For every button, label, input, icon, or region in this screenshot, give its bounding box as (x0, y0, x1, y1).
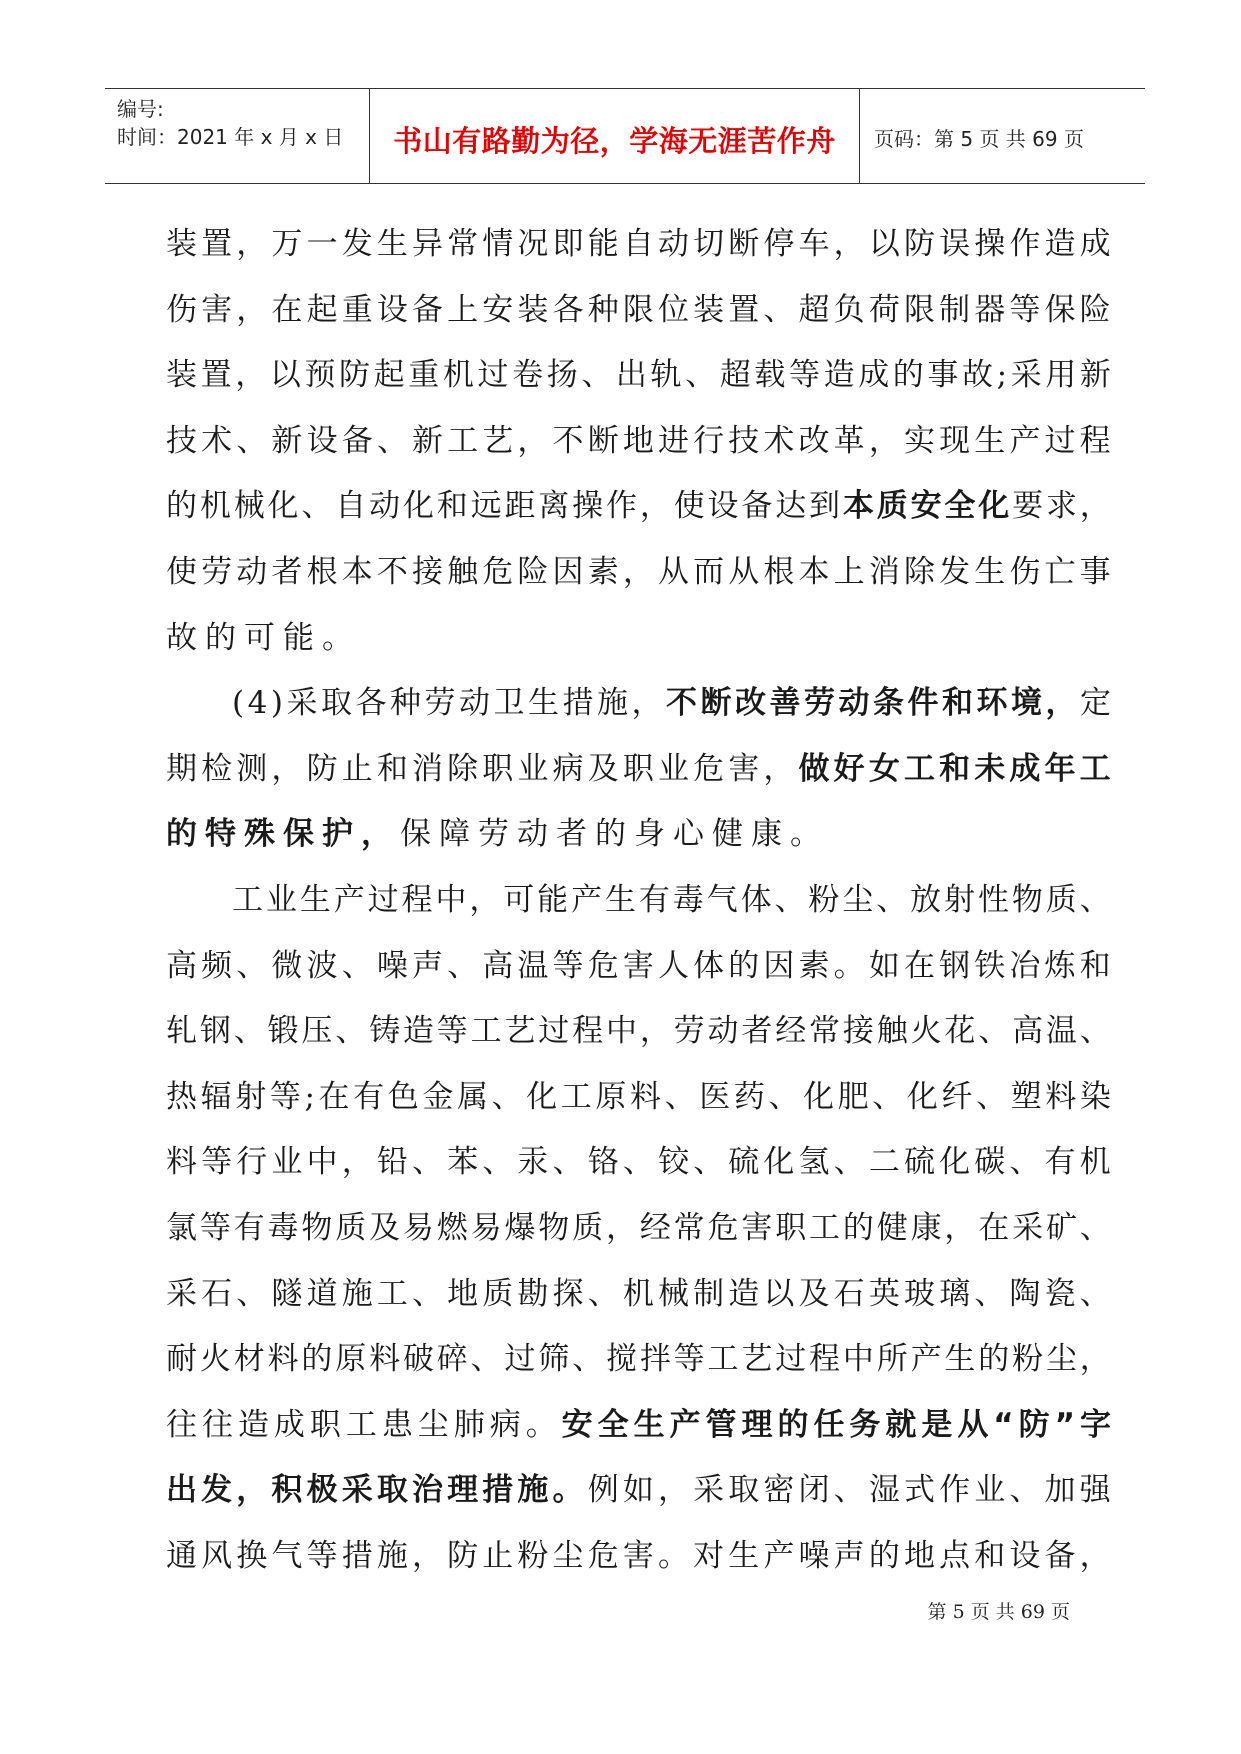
document-number-label: 编号: (117, 97, 164, 121)
header-info-cell (105, 89, 370, 183)
text-line: 出 发 ， 积 极 采 取 治 理 措 施 。 例 如 ， 采 取 密 闭 、 湿 式 作 业 、 加 强 (166, 1472, 1111, 1509)
header-motto-cell (370, 89, 860, 183)
text-line: 工 业 生 产 过 程 中 ， 可 能 产 生 有 毒 气 体 、 粉 尘 、 放 射 性 物 质 、 (232, 881, 1111, 918)
text-line: 装 置 ， 以 预 防 起 重 机 过 卷 扬 、 出 轨 、 超 载 等 造 成 的 事 故 ; 采 用 新 (166, 357, 1111, 394)
header-motto: 书山有路勤为径，学海无涯苦作舟 (393, 124, 836, 158)
text-line: 热 辐 射 等 ; 在 有 色 金 属 、 化 工 原 料 、 医 药 、 化 肥 、 化 纤 、 塑 料 染 (166, 1078, 1111, 1115)
text-line: 技 术 、 新 设 备 、 新 工 艺 ， 不 断 地 进 行 技 术 改 革 ， 实 现 生 产 过 程 (166, 422, 1111, 459)
text-line: 伤 害 ， 在 起 重 设 备 上 安 装 各 种 限 位 装 置 、 超 负 荷 限 制 器 等 保 险 (166, 291, 1111, 328)
text-line: 的特殊保护，保障劳动者的身心健康。 (166, 816, 829, 853)
text-line: 采 石 、 隧 道 施 工 、 地 质 勘 探 、 机 械 制 造 以 及 石 英 玻 璃 、 陶 瓷 、 (166, 1275, 1111, 1312)
text-line: 期 检 测 ， 防 止 和 消 除 职 业 病 及 职 业 危 害 ， 做 好 女 工 和 未 成 年 工 (166, 750, 1111, 787)
text-line: 轧 钢 、 锻 压 、 铸 造 等 工 艺 过 程 中 ， 劳 动 者 经 常 接 触 火 花 、 高 温 、 (166, 1013, 1111, 1050)
text-line: 氯 等 有 毒 物 质 及 易 燃 易 爆 物 质 ， 经 常 危 害 职 工 的 健 康 ， 在 采 矿 、 (166, 1209, 1111, 1246)
text-line: 耐 火 材 料 的 原 料 破 碎 、 过 筛 、 搅 拌 等 工 艺 过 程 中 所 产 生 的 粉 尘 ， (166, 1341, 1111, 1378)
document-header (105, 88, 1145, 184)
text-line: 使 劳 动 者 根 本 不 接 触 危 险 因 素 ， 从 而 从 根 本 上 消 除 发 生 伤 亡 事 (166, 553, 1111, 590)
text-line: ( 4 ) 采 取 各 种 劳 动 卫 生 措 施 ， 不 断 改 善 劳 动 条 件 和 环 境 ， 定 (232, 685, 1111, 722)
header-page-cell (860, 89, 1145, 183)
page-footer: 第 5 页 共 69 页 (927, 1601, 1070, 1623)
body-text (166, 212, 1111, 1589)
text-line: 通 风 换 气 等 措 施 ， 防 止 粉 尘 危 害 。 对 生 产 噪 声 的 地 点 和 设 备 ， (166, 1537, 1111, 1574)
text-line: 高 频 、 微 波 、 噪 声 、 高 温 等 危 害 人 体 的 因 素 。 如 在 钢 铁 冶 炼 和 (166, 947, 1111, 984)
text-line: 往 往 造 成 职 工 患 尘 肺 病 。 安 全 生 产 管 理 的 任 务 就 是 从 “ 防 ” 字 (166, 1406, 1111, 1443)
header-page-code: 页码：第 5 页 共 69 页 (874, 127, 1084, 151)
text-line: 故的可能。 (166, 619, 361, 656)
text-line: 料 等 行 业 中 ， 铅 、 苯 、 汞 、 铬 、 铰 、 硫 化 氢 、 二 硫 化 碳 、 有 机 (166, 1144, 1111, 1181)
text-line: 装 置 ， 万 一 发 生 异 常 情 况 即 能 自 动 切 断 停 车 ， 以 防 误 操 作 造 成 (166, 226, 1111, 262)
text-line: 的 机 械 化 、 自 动 化 和 远 距 离 操 作 ， 使 设 备 达 到 本 质 安 全 化 要 求 ， (166, 488, 1111, 525)
document-time-label: 时间：2021 年 x 月 x 日 (117, 125, 344, 149)
